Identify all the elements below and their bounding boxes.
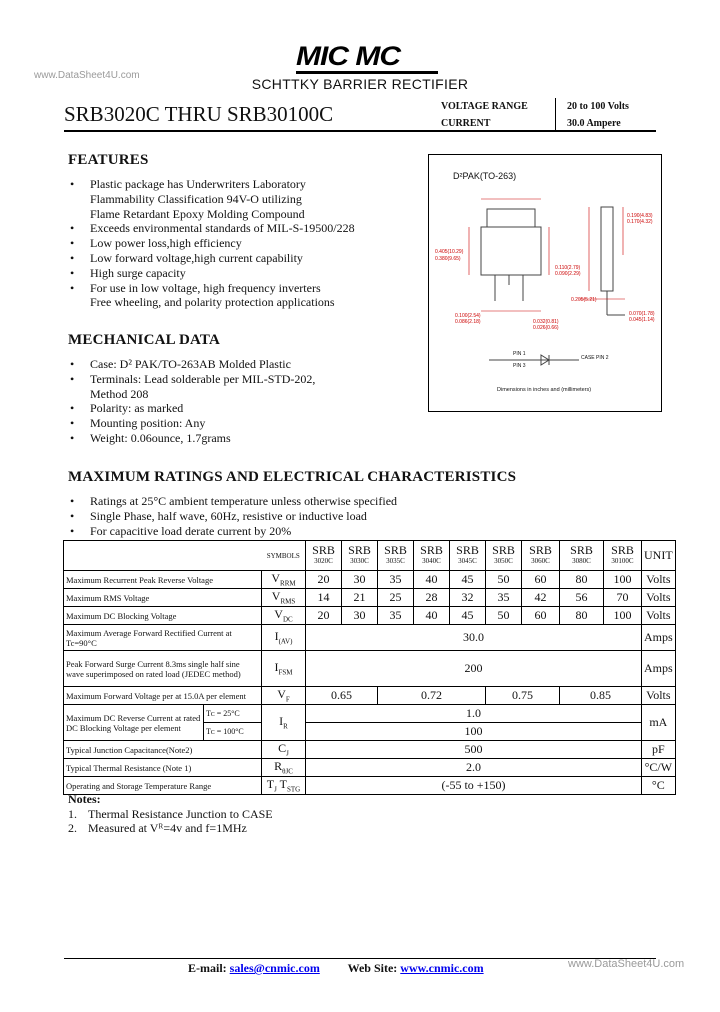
ratings-title: MAXIMUM RATINGS AND ELECTRICAL CHARACTERISTICS <box>68 469 517 485</box>
website-link[interactable]: www.cnmic.com <box>400 961 484 975</box>
list-item: • Weight: 0.06ounce, 1.7grams <box>70 430 231 445</box>
table-cell: 1.0 <box>306 705 642 723</box>
table-cell: 50 <box>486 607 522 625</box>
row-symbol: $I_{FSM}$ <box>262 651 306 687</box>
row-label: Maximum DC Reverse Current at rated DC Blocking Voltage per element <box>64 705 204 741</box>
list-item: • For capacitive load derate current by 20% <box>70 523 292 538</box>
row-unit: Amps <box>642 625 676 651</box>
table-cell: 45 <box>450 607 486 625</box>
list-item: Flame Retardant Epoxy Molding Compound <box>90 206 305 221</box>
row-unit: Amps <box>642 651 676 687</box>
row-label: Maximum RMS Voltage <box>64 589 262 607</box>
table-cell: 500 <box>306 741 642 759</box>
list-item: • Low forward voltage,high current capability <box>70 250 303 265</box>
row-unit: Volts <box>642 607 676 625</box>
email-link[interactable]: sales@cnmic.com <box>229 961 320 975</box>
list-item: • Ratings at 25°C ambient temperature unless otherwise specified <box>70 494 398 508</box>
row-condition: Tᴄ = 25°C <box>204 705 262 723</box>
table-cell: 60 <box>522 607 560 625</box>
features-list <box>68 177 408 310</box>
list-item: • Single Phase, half wave, 60Hz, resistive or inductive load <box>70 508 367 523</box>
table-cell: 80 <box>560 571 604 589</box>
list-item: Flammability Classification 94V-O utilizing <box>90 191 302 206</box>
table-cell: 40 <box>414 607 450 625</box>
model-header: SRB 3035C <box>378 541 414 571</box>
table-cell: 0.72 <box>378 687 486 705</box>
model-header: SRB 3020C <box>306 541 342 571</box>
list-item: • Polarity: as marked <box>70 401 184 416</box>
row-symbol: $V_{DC}$ <box>262 607 306 625</box>
table-cell: 32 <box>450 589 486 607</box>
table-cell: 42 <box>522 589 560 607</box>
table-cell: 0.65 <box>306 687 378 705</box>
table-cell: 30.0 <box>306 625 642 651</box>
row-unit: Volts <box>642 571 676 589</box>
table-cell: 14 <box>306 589 342 607</box>
conditions-list <box>68 494 568 538</box>
svg-text:0.045(1.14): 0.045(1.14) <box>629 317 655 323</box>
table-cell: 70 <box>604 589 642 607</box>
brand-logo: MIC MC <box>296 41 400 72</box>
row-unit: mA <box>642 705 676 741</box>
table-cell: 100 <box>306 723 642 741</box>
table-cell: 80 <box>560 607 604 625</box>
ratings-table <box>63 540 676 795</box>
svg-text:0.070(1.78): 0.070(1.78) <box>629 311 655 317</box>
table-header-row <box>64 541 676 571</box>
table-row <box>64 589 676 607</box>
table-cell: 21 <box>342 589 378 607</box>
svg-text:0.380(9.65): 0.380(9.65) <box>435 256 461 262</box>
row-symbol: $V_{RMS}$ <box>262 589 306 607</box>
row-label: Peak Forward Surge Current 8.3ms single half sine wave superimposed on rated load (JEDEC method) <box>64 651 262 687</box>
model-header: SRB 3080C <box>560 541 604 571</box>
table-cell: 0.85 <box>560 687 642 705</box>
unit-header: UNIT <box>642 541 676 571</box>
list-item: • Terminals: Lead solderable per MIL-STD-202, <box>70 371 316 386</box>
row-unit: °C/W <box>642 759 676 777</box>
list-item: • Low power loss,high efficiency <box>70 236 242 251</box>
pin1-label: PIN 1 <box>513 351 526 357</box>
email-label: E-mail: <box>188 961 227 975</box>
table-row <box>64 705 676 723</box>
svg-text:0.190(4.83): 0.190(4.83) <box>627 213 653 219</box>
header-divider <box>64 130 656 132</box>
row-symbol: $V_{RRM}$ <box>262 571 306 589</box>
model-header: SRB 3045C <box>450 541 486 571</box>
svg-text:0.170(4.32): 0.170(4.32) <box>627 219 653 225</box>
table-cell: 60 <box>522 571 560 589</box>
model-header: SRB 3060C <box>522 541 560 571</box>
svg-text:0.110(2.79): 0.110(2.79) <box>555 265 581 271</box>
row-label: Maximum Recurrent Peak Reverse Voltage <box>64 571 262 589</box>
row-symbol: $R_{\theta JC}$ <box>262 759 306 777</box>
svg-text:0.405(10.29): 0.405(10.29) <box>435 249 464 255</box>
table-cell: 100 <box>604 571 642 589</box>
symbols-header: SYMBOLS <box>262 541 306 571</box>
row-label: Maximum Average Forward Rectified Current at Tc=90°C <box>64 625 262 651</box>
note-item: 2. Measured at Vᴿ=4v and f=1MHz <box>68 821 247 835</box>
svg-text:0.205(5.21): 0.205(5.21) <box>571 297 597 303</box>
row-condition: Tᴄ = 100°C <box>204 723 262 741</box>
table-cell: 56 <box>560 589 604 607</box>
table-cell: 35 <box>378 607 414 625</box>
model-header: SRB 3050C <box>486 541 522 571</box>
row-symbol: $C_J$ <box>262 741 306 759</box>
table-cell: 30 <box>342 607 378 625</box>
row-symbol: $V_F$ <box>262 687 306 705</box>
model-header: SRB 3030C <box>342 541 378 571</box>
package-outline-drawing <box>429 155 661 411</box>
dimension-note: Dimensions in inches and (millimeters) <box>497 387 592 393</box>
list-item: • Mounting position: Any <box>70 416 206 431</box>
table-cell: 28 <box>414 589 450 607</box>
range-row-voltage <box>438 98 632 115</box>
row-unit: Volts <box>642 589 676 607</box>
table-cell: 0.75 <box>486 687 560 705</box>
table-cell: 35 <box>378 571 414 589</box>
table-cell: 50 <box>486 571 522 589</box>
table-row <box>64 651 676 687</box>
table-row <box>64 759 676 777</box>
package-diagram <box>428 154 662 412</box>
table-cell: 20 <box>306 607 342 625</box>
list-item: • High surge capacity <box>70 265 186 280</box>
features-title: FEATURES <box>68 152 149 168</box>
table-cell: 45 <box>450 571 486 589</box>
table-row <box>64 571 676 589</box>
table-row <box>64 687 676 705</box>
list-item: • Exceeds environmental standards of MIL-S-19500/228 <box>70 221 355 236</box>
watermark-bottom[interactable]: www.DataSheet4U.com <box>568 958 685 970</box>
product-subtitle: SCHTTKY BARRIER RECTIFIER <box>251 76 469 92</box>
range-value: 30.0 Ampere <box>567 118 621 129</box>
list-item: Free wheeling, and polarity protection applications <box>90 295 335 310</box>
list-item: • For use in low voltage, high frequency inverters <box>70 280 321 295</box>
row-label: Typical Junction Capacitance(Note2) <box>64 741 262 759</box>
svg-text:0.090(2.29): 0.090(2.29) <box>555 271 581 277</box>
row-label: Maximum Forward Voltage per at 15.0A per element <box>64 687 262 705</box>
mechanical-title: MECHANICAL DATA <box>68 332 221 348</box>
range-table <box>438 98 632 132</box>
table-row <box>64 607 676 625</box>
table-cell: 20 <box>306 571 342 589</box>
svg-text:0.032(0.81): 0.032(0.81) <box>533 319 559 325</box>
model-header: SRB 3040C <box>414 541 450 571</box>
range-label: CURRENT <box>441 118 491 129</box>
notes-title: Notes: <box>68 792 101 806</box>
table-row <box>64 625 676 651</box>
row-unit: pF <box>642 741 676 759</box>
row-label: Typical Thermal Resistance (Note 1) <box>64 759 262 777</box>
range-value: 20 to 100 Volts <box>567 101 629 112</box>
table-row <box>64 741 676 759</box>
list-item: Method 208 <box>90 386 149 401</box>
range-divider <box>555 98 556 132</box>
table-cell: 2.0 <box>306 759 642 777</box>
table-cell: 30 <box>342 571 378 589</box>
header-blank <box>64 541 262 571</box>
model-header: SRB 30100C <box>604 541 642 571</box>
row-symbol: $I_R$ <box>262 705 306 741</box>
row-symbol: $I_{(AV)}$ <box>262 625 306 651</box>
row-unit: °C <box>642 777 676 795</box>
pin2-label: PIN 3 <box>513 363 526 369</box>
part-range-title: SRB3020C THRU SRB30100C <box>64 102 334 126</box>
web-label: Web Site: <box>347 961 398 975</box>
watermark-top[interactable]: www.DataSheet4U.com <box>34 70 140 81</box>
note-item: 1. Thermal Resistance Junction to CASE <box>68 806 273 821</box>
table-cell: 200 <box>306 651 642 687</box>
package-label: D²PAK(TO-263) <box>453 171 517 181</box>
case-label: CASE PIN 2 <box>581 355 609 361</box>
row-symbol: $T_J$ $T_{STG}$ <box>262 777 306 795</box>
notes-section <box>68 792 273 836</box>
row-label: Maximum DC Blocking Voltage <box>64 607 262 625</box>
table-cell: 100 <box>604 607 642 625</box>
row-unit: Volts <box>642 687 676 705</box>
svg-text:0.086(2.18): 0.086(2.18) <box>455 319 481 325</box>
row-label: Operating and Storage Temperature Range <box>64 777 262 795</box>
logo-underline <box>296 71 438 74</box>
table-cell: 25 <box>378 589 414 607</box>
list-item: • Plastic package has Underwriters Laboratory <box>70 177 306 191</box>
contact-footer <box>188 961 484 976</box>
table-cell: (-55 to +150) <box>306 777 642 795</box>
svg-text:0.026(0.66): 0.026(0.66) <box>533 325 559 331</box>
list-item: • Case: D² PAK/TO-263AB Molded Plastic <box>70 357 291 371</box>
mechanical-list <box>68 357 408 446</box>
table-cell: 35 <box>486 589 522 607</box>
range-label: VOLTAGE RANGE <box>441 101 528 112</box>
svg-text:0.100(2.54): 0.100(2.54) <box>455 313 481 319</box>
table-cell: 40 <box>414 571 450 589</box>
